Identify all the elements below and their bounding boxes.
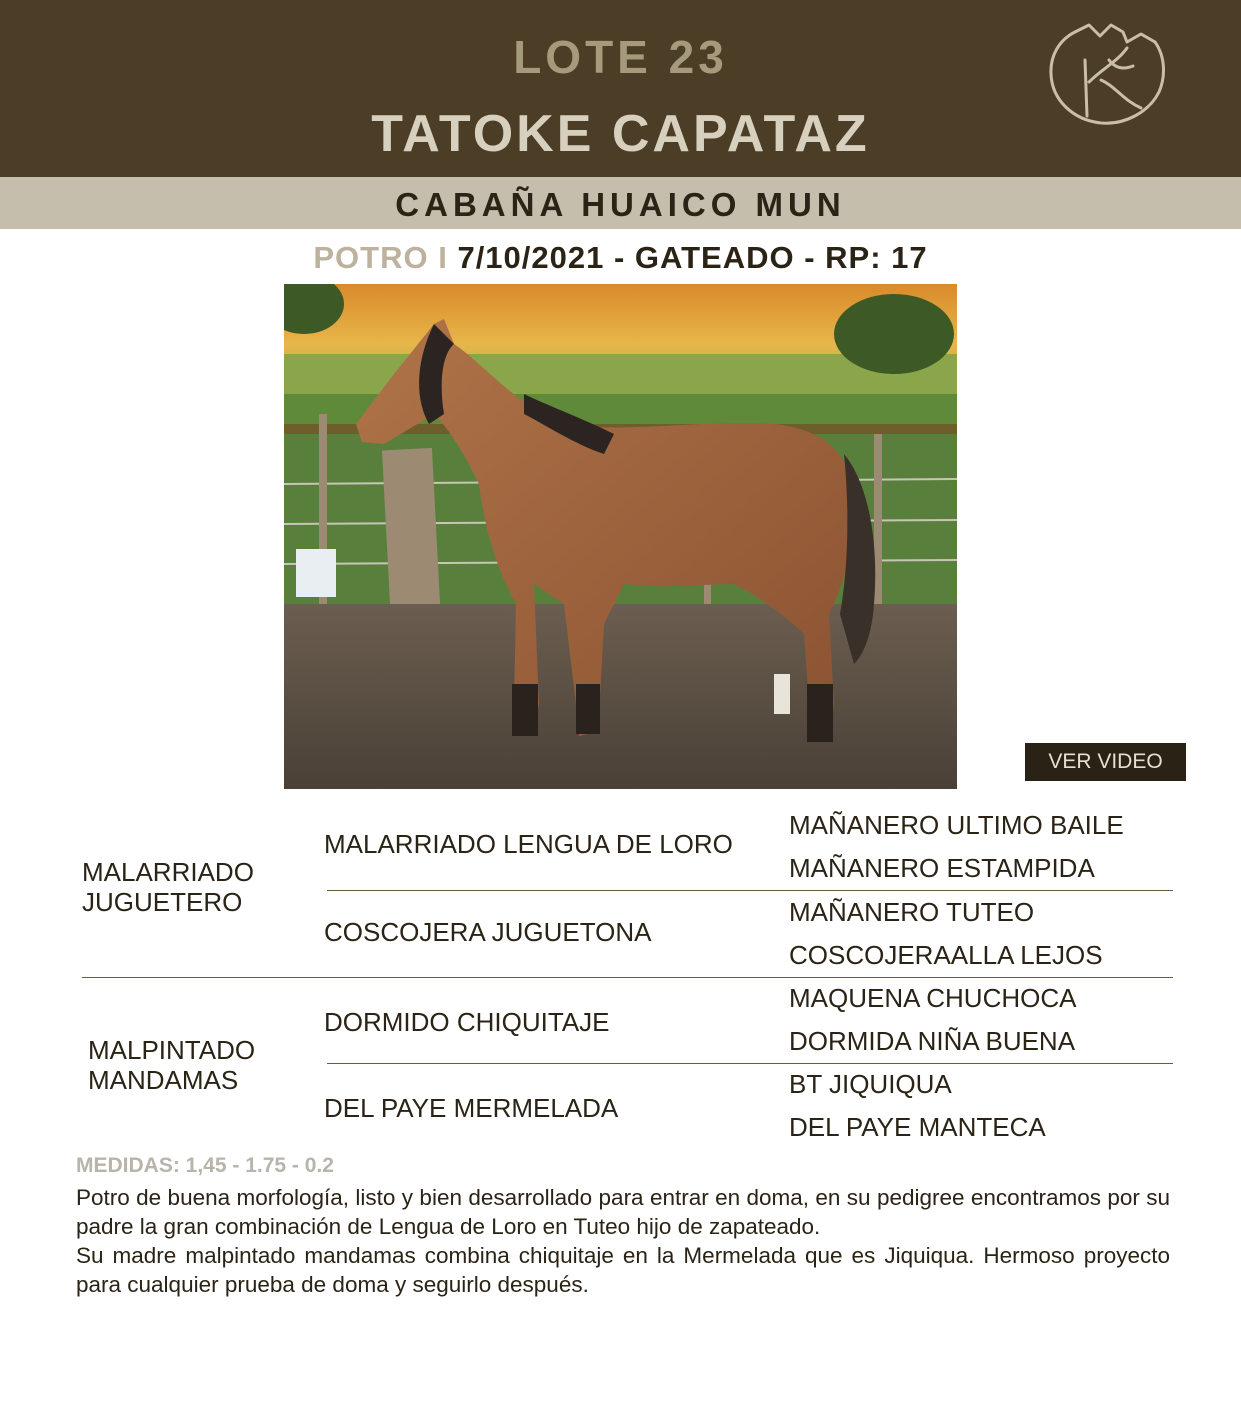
sire-name: [82, 857, 254, 917]
great-grandparent: DEL PAYE MANTECA: [789, 1112, 1046, 1142]
great-grandparent: MAÑANERO ULTIMO BAILE: [789, 810, 1124, 840]
dam-name-line1: MALPINTADO: [88, 1035, 256, 1065]
paternal-granddam: COSCOJERA JUGUETONA: [324, 917, 652, 947]
dam-name-line2: MANDAMAS: [88, 1065, 239, 1095]
great-grandparent: BT JIQUIQUA: [789, 1069, 952, 1099]
description-paragraph: Potro de buena morfología, listo y bien desarrollado para entrar en doma, en su pedigree encontramos por su padre la gran combinación de Lengua de Loro en Tuteo hijo de zapateado.: [76, 1185, 1170, 1239]
watch-video-button[interactable]: VER VIDEO: [1025, 743, 1186, 781]
horse-details: 7/10/2021 - GATEADO - RP: 17: [457, 240, 928, 275]
lot-number: LOTE 23: [513, 31, 728, 83]
horse-category: POTRO: [313, 240, 429, 275]
description: [76, 1183, 1170, 1299]
measurements: MEDIDAS: 1,45 - 1.75 - 0.2: [76, 1154, 334, 1177]
sire-name-line2: JUGUETERO: [82, 887, 243, 917]
horse-photo: [284, 284, 957, 789]
description-paragraph: Su madre malpintado mandamas combina chiquitaje en la Mermelada que es Jiquiqua. Hermoso proyecto para cualquier prueba de doma y seguirlo después.: [76, 1243, 1170, 1297]
great-grandparent: COSCOJERAALLA LEJOS: [789, 940, 1103, 970]
horse-photo-illustration: [284, 284, 957, 789]
dam-name: [88, 1035, 255, 1095]
pedigree-divider: [82, 977, 1173, 978]
pedigree-divider: [327, 1063, 1173, 1064]
horse-brand-logo-icon: [1045, 20, 1169, 126]
paternal-grandsire: MALARRIADO LENGUA DE LORO: [324, 829, 733, 859]
great-grandparent: MAÑANERO ESTAMPIDA: [789, 853, 1095, 883]
breeder-name: CABAÑA HUAICO MUN: [395, 186, 846, 223]
sire-name-line1: MALARRIADO: [82, 857, 254, 887]
details-separator: I: [438, 240, 448, 275]
great-grandparent: DORMIDA NIÑA BUENA: [789, 1026, 1076, 1056]
maternal-grandsire: DORMIDO CHIQUITAJE: [324, 1007, 610, 1037]
horse-name: TATOKE CAPATAZ: [371, 105, 870, 163]
horse-details-line: [0, 240, 1241, 276]
pedigree-divider: [327, 890, 1173, 891]
maternal-granddam: DEL PAYE MERMELADA: [324, 1093, 619, 1123]
great-grandparent: MAQUENA CHUCHOCA: [789, 983, 1077, 1013]
great-grandparent: MAÑANERO TUTEO: [789, 897, 1035, 927]
